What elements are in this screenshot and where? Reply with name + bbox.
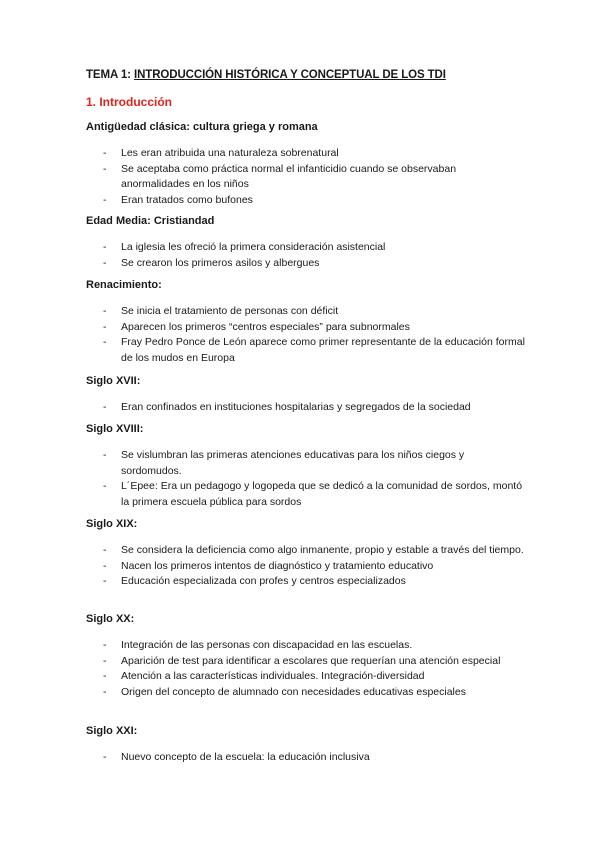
era-list xyxy=(86,448,526,510)
list-item: - La iglesia les ofreció la primera consideración asistencial xyxy=(86,240,526,256)
list-item: - Se vislumbran las primeras atenciones educativas para los niños ciegos y sordomudos. xyxy=(86,448,526,479)
document-title xyxy=(86,69,446,81)
list-item: - Se inicia el tratamiento de personas con déficit xyxy=(86,304,526,320)
era-heading: Siglo XXI: xyxy=(86,725,138,737)
era-list xyxy=(86,543,526,590)
list-item: - Eran confinados en instituciones hospitalarias y segregados de la sociedad xyxy=(86,400,526,416)
list-item: - Aparición de test para identificar a escolares que requerían una atención especial xyxy=(86,654,526,670)
list-item: - Atención a las características individuales. Integración-diversidad xyxy=(86,669,526,685)
era-list xyxy=(86,146,526,208)
title-prefix: TEMA 1: xyxy=(86,69,134,81)
era-block-siglo-xviii xyxy=(86,422,526,510)
era-heading: Siglo XIX: xyxy=(86,518,138,530)
section-heading: 1. Introducción xyxy=(86,95,173,109)
list-item: - L´Epee: Era un pedagogo y logopeda que se dedicó a la comunidad de sordos, montó la primera escuela pública para sordos xyxy=(86,479,526,510)
era-list xyxy=(86,304,526,366)
list-item: - Les eran atribuida una naturaleza sobrenatural xyxy=(86,146,526,162)
era-block-siglo-xix xyxy=(86,517,526,590)
era-block-edad-media xyxy=(86,214,526,271)
list-item: - Fray Pedro Ponce de León aparece como primer representante de la educación formal de los mudos en Europa xyxy=(86,335,526,366)
list-item: - Se crearon los primeros asilos y albergues xyxy=(86,256,526,272)
list-item: - Aparecen los primeros “centros especiales” para subnormales xyxy=(86,320,526,336)
list-item: - Nacen los primeros intentos de diagnóstico y tratamiento educativo xyxy=(86,559,526,575)
list-item: - Origen del concepto de alumnado con necesidades educativas especiales xyxy=(86,685,526,701)
title-underlined: INTRODUCCIÓN HISTÓRICA Y CONCEPTUAL DE LOS TDI xyxy=(133,69,446,81)
era-list xyxy=(86,638,526,700)
era-heading: Siglo XVIII: xyxy=(86,423,144,435)
era-heading: Edad Media: Cristiandad xyxy=(86,215,215,227)
era-block-antiguedad xyxy=(86,120,526,208)
list-item: - Educación especializada con profes y centros especializados xyxy=(86,574,526,590)
list-item: - Eran tratados como bufones xyxy=(86,193,526,209)
era-block-siglo-xx xyxy=(86,612,526,700)
list-item: - Integración de las personas con discapacidad en las escuelas. xyxy=(86,638,526,654)
list-item: - Nuevo concepto de la escuela: la educación inclusiva xyxy=(86,750,526,766)
era-heading: Siglo XVII: xyxy=(86,375,141,387)
era-block-siglo-xvii xyxy=(86,374,526,416)
era-block-siglo-xxi xyxy=(86,724,526,766)
list-item: - Se considera la deficiencia como algo inmanente, propio y estable a través del tiempo. xyxy=(86,543,526,559)
era-heading: Siglo XX: xyxy=(86,613,135,625)
list-item: - Se aceptaba como práctica normal el infanticidio cuando se observaban anormalidades en los niños xyxy=(86,162,526,193)
era-heading: Renacimiento: xyxy=(86,279,162,291)
era-list xyxy=(86,750,526,766)
era-list xyxy=(86,400,526,416)
era-heading: Antigüedad clásica: cultura griega y romana xyxy=(86,121,318,133)
era-list xyxy=(86,240,526,271)
era-block-renacimiento xyxy=(86,278,526,366)
